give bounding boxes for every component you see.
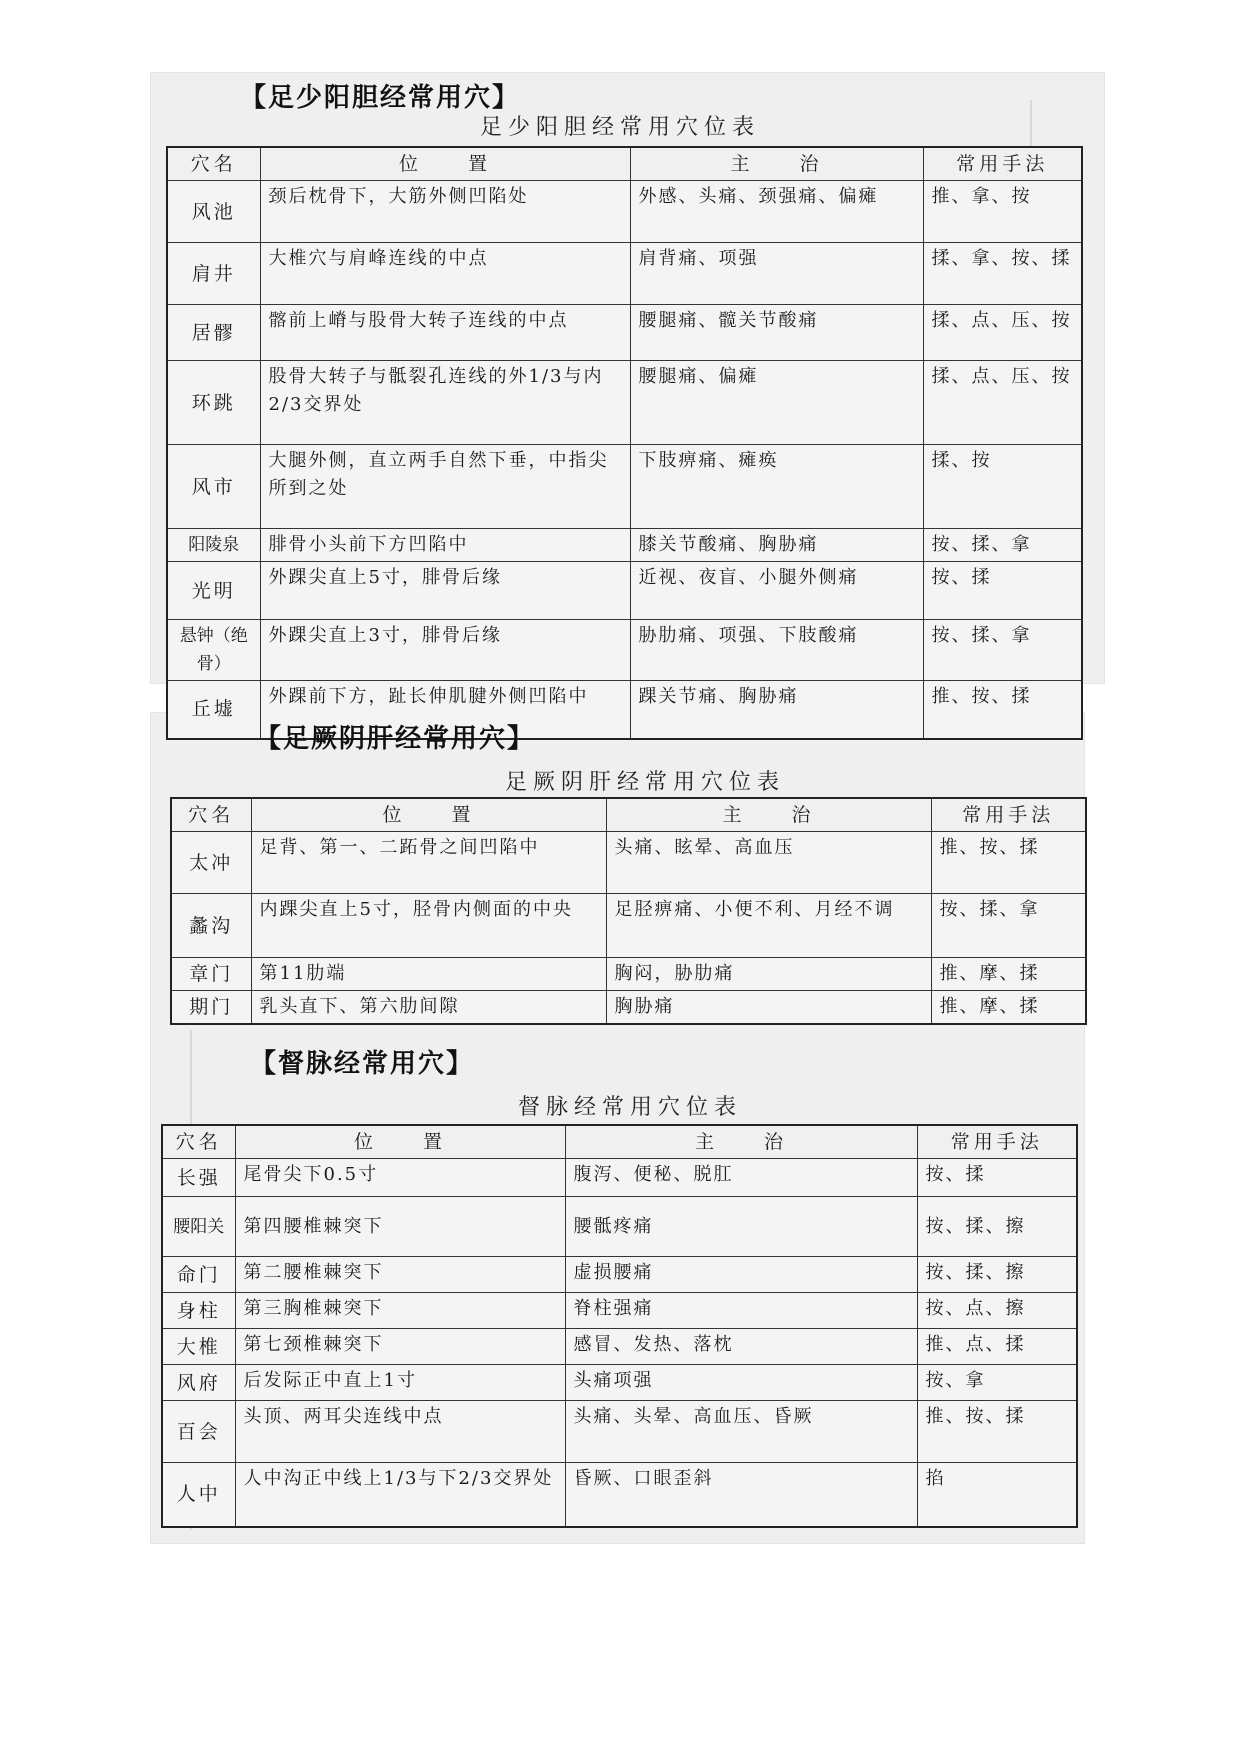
point-technique: 揉、拿、按、揉 — [923, 243, 1082, 305]
point-name: 悬钟（绝骨） — [167, 620, 260, 681]
point-position: 大腿外侧，直立两手自然下垂，中指尖所到之处 — [260, 445, 630, 529]
table-row — [167, 529, 1082, 562]
point-technique: 揉、点、压、按 — [923, 361, 1082, 445]
table-row — [171, 832, 1086, 894]
table-row — [162, 1463, 1077, 1527]
point-position: 第七颈椎棘突下 — [235, 1329, 565, 1365]
table-row — [162, 1257, 1077, 1293]
point-indications: 感冒、发热、落枕 — [565, 1329, 917, 1365]
point-indications: 头痛、头晕、高血压、昏厥 — [565, 1401, 917, 1463]
table-row — [167, 305, 1082, 361]
point-technique: 按、点、擦 — [917, 1293, 1077, 1329]
point-position: 头顶、两耳尖连线中点 — [235, 1401, 565, 1463]
point-position: 第三胸椎棘突下 — [235, 1293, 565, 1329]
point-indications: 胸闷，胁肋痛 — [606, 958, 931, 991]
acupoint-table-gallbladder — [166, 146, 1083, 740]
table-caption-gallbladder: 足少阳胆经常用穴位表 — [479, 115, 760, 140]
point-name: 百会 — [162, 1401, 235, 1463]
table-row — [167, 620, 1082, 681]
table-row — [167, 445, 1082, 529]
col-header-indications: 主 治 — [606, 798, 931, 832]
point-technique: 推、摩、揉 — [931, 991, 1086, 1025]
point-technique: 按、揉、擦 — [917, 1257, 1077, 1293]
point-technique: 推、拿、按 — [923, 181, 1082, 243]
point-name: 环跳 — [167, 361, 260, 445]
table-caption-liver: 足厥阴肝经常用穴位表 — [504, 770, 785, 795]
point-technique: 按、揉 — [923, 562, 1082, 620]
col-header-indications: 主 治 — [565, 1125, 917, 1159]
section-title-liver: 【足厥阴肝经常用穴】 — [255, 724, 536, 754]
point-indications: 头痛项强 — [565, 1365, 917, 1401]
table-row — [171, 991, 1086, 1025]
point-technique: 揉、按 — [923, 445, 1082, 529]
col-header-position: 位 置 — [235, 1125, 565, 1159]
point-technique: 按、揉、拿 — [931, 894, 1086, 958]
point-position: 后发际正中直上1寸 — [235, 1365, 565, 1401]
point-name: 蠡沟 — [171, 894, 251, 958]
point-position: 足背、第一、二跖骨之间凹陷中 — [251, 832, 606, 894]
col-header-technique: 常用手法 — [917, 1125, 1077, 1159]
col-header-position: 位 置 — [260, 147, 630, 181]
point-position: 第11肋端 — [251, 958, 606, 991]
col-header-technique: 常用手法 — [923, 147, 1082, 181]
point-indications: 虚损腰痛 — [565, 1257, 917, 1293]
table-row — [167, 361, 1082, 445]
acupoint-table-liver — [170, 797, 1087, 1025]
point-name: 风池 — [167, 181, 260, 243]
point-indications: 足胫痹痛、小便不利、月经不调 — [606, 894, 931, 958]
col-header-name: 穴名 — [162, 1125, 235, 1159]
point-position: 外踝尖直上5寸，腓骨后缘 — [260, 562, 630, 620]
point-indications: 胁肋痛、项强、下肢酸痛 — [630, 620, 923, 681]
point-indications: 近视、夜盲、小腿外侧痛 — [630, 562, 923, 620]
point-position: 人中沟正中线上1/3与下2/3交界处 — [235, 1463, 565, 1527]
col-header-name: 穴名 — [171, 798, 251, 832]
point-name: 大椎 — [162, 1329, 235, 1365]
table-row — [171, 958, 1086, 991]
point-technique: 按、揉 — [917, 1159, 1077, 1197]
table-header-row — [162, 1125, 1077, 1159]
point-technique: 按、揉、擦 — [917, 1197, 1077, 1257]
point-position: 尾骨尖下0.5寸 — [235, 1159, 565, 1197]
point-indications: 外感、头痛、颈强痛、偏瘫 — [630, 181, 923, 243]
point-name: 太冲 — [171, 832, 251, 894]
table-header-row — [167, 147, 1082, 181]
point-position: 第二腰椎棘突下 — [235, 1257, 565, 1293]
point-name: 肩井 — [167, 243, 260, 305]
point-technique: 按、揉、拿 — [923, 529, 1082, 562]
point-name: 光明 — [167, 562, 260, 620]
table-caption-du: 督脉经常用穴位表 — [517, 1095, 742, 1120]
point-indications: 腹泻、便秘、脱肛 — [565, 1159, 917, 1197]
point-name: 风府 — [162, 1365, 235, 1401]
col-header-indications: 主 治 — [630, 147, 923, 181]
point-name: 命门 — [162, 1257, 235, 1293]
table-row — [162, 1401, 1077, 1463]
point-name: 身柱 — [162, 1293, 235, 1329]
point-indications: 踝关节痛、胸胁痛 — [630, 681, 923, 739]
point-name: 期门 — [171, 991, 251, 1025]
point-name: 人中 — [162, 1463, 235, 1527]
point-position: 股骨大转子与骶裂孔连线的外1/3与内2/3交界处 — [260, 361, 630, 445]
point-technique: 推、按、揉 — [917, 1401, 1077, 1463]
point-name: 阳陵泉 — [167, 529, 260, 562]
table-row — [162, 1197, 1077, 1257]
point-indications: 下肢痹痛、瘫痪 — [630, 445, 923, 529]
point-technique: 推、点、揉 — [917, 1329, 1077, 1365]
point-technique: 推、摩、揉 — [931, 958, 1086, 991]
point-position: 乳头直下、第六肋间隙 — [251, 991, 606, 1025]
table-row — [167, 243, 1082, 305]
point-position: 外踝尖直上3寸，腓骨后缘 — [260, 620, 630, 681]
point-position: 颈后枕骨下，大筋外侧凹陷处 — [260, 181, 630, 243]
point-indications: 肩背痛、项强 — [630, 243, 923, 305]
point-indications: 腰骶疼痛 — [565, 1197, 917, 1257]
acupoint-table-du — [161, 1124, 1078, 1528]
point-technique: 揉、点、压、按 — [923, 305, 1082, 361]
point-position: 腓骨小头前下方凹陷中 — [260, 529, 630, 562]
point-position: 大椎穴与肩峰连线的中点 — [260, 243, 630, 305]
point-name: 丘墟 — [167, 681, 260, 739]
table-row — [167, 181, 1082, 243]
table-row — [167, 562, 1082, 620]
point-name: 章门 — [171, 958, 251, 991]
table-row — [162, 1159, 1077, 1197]
point-position: 髂前上嵴与股骨大转子连线的中点 — [260, 305, 630, 361]
point-technique: 推、按、揉 — [923, 681, 1082, 739]
point-name: 居髎 — [167, 305, 260, 361]
col-header-position: 位 置 — [251, 798, 606, 832]
point-technique: 推、按、揉 — [931, 832, 1086, 894]
point-indications: 胸胁痛 — [606, 991, 931, 1025]
table-row — [162, 1365, 1077, 1401]
point-name: 腰阳关 — [162, 1197, 235, 1257]
table-row — [162, 1293, 1077, 1329]
point-name: 长强 — [162, 1159, 235, 1197]
col-header-name: 穴名 — [167, 147, 260, 181]
point-indications: 脊柱强痛 — [565, 1293, 917, 1329]
point-technique: 按、揉、拿 — [923, 620, 1082, 681]
col-header-technique: 常用手法 — [931, 798, 1086, 832]
point-technique: 掐 — [917, 1463, 1077, 1527]
point-technique: 按、拿 — [917, 1365, 1077, 1401]
point-name: 风市 — [167, 445, 260, 529]
point-position: 外踝前下方，趾长伸肌腱外侧凹陷中 — [260, 681, 630, 739]
point-indications: 膝关节酸痛、胸胁痛 — [630, 529, 923, 562]
point-indications: 头痛、眩晕、高血压 — [606, 832, 931, 894]
point-indications: 腰腿痛、偏瘫 — [630, 361, 923, 445]
point-indications: 昏厥、口眼歪斜 — [565, 1463, 917, 1527]
point-position: 内踝尖直上5寸，胫骨内侧面的中央 — [251, 894, 606, 958]
table-row — [162, 1329, 1077, 1365]
point-position: 第四腰椎棘突下 — [235, 1197, 565, 1257]
section-title-gallbladder: 【足少阳胆经常用穴】 — [240, 83, 521, 113]
section-title-du: 【督脉经常用穴】 — [250, 1049, 475, 1079]
table-header-row — [171, 798, 1086, 832]
table-row — [171, 894, 1086, 958]
point-indications: 腰腿痛、髋关节酸痛 — [630, 305, 923, 361]
